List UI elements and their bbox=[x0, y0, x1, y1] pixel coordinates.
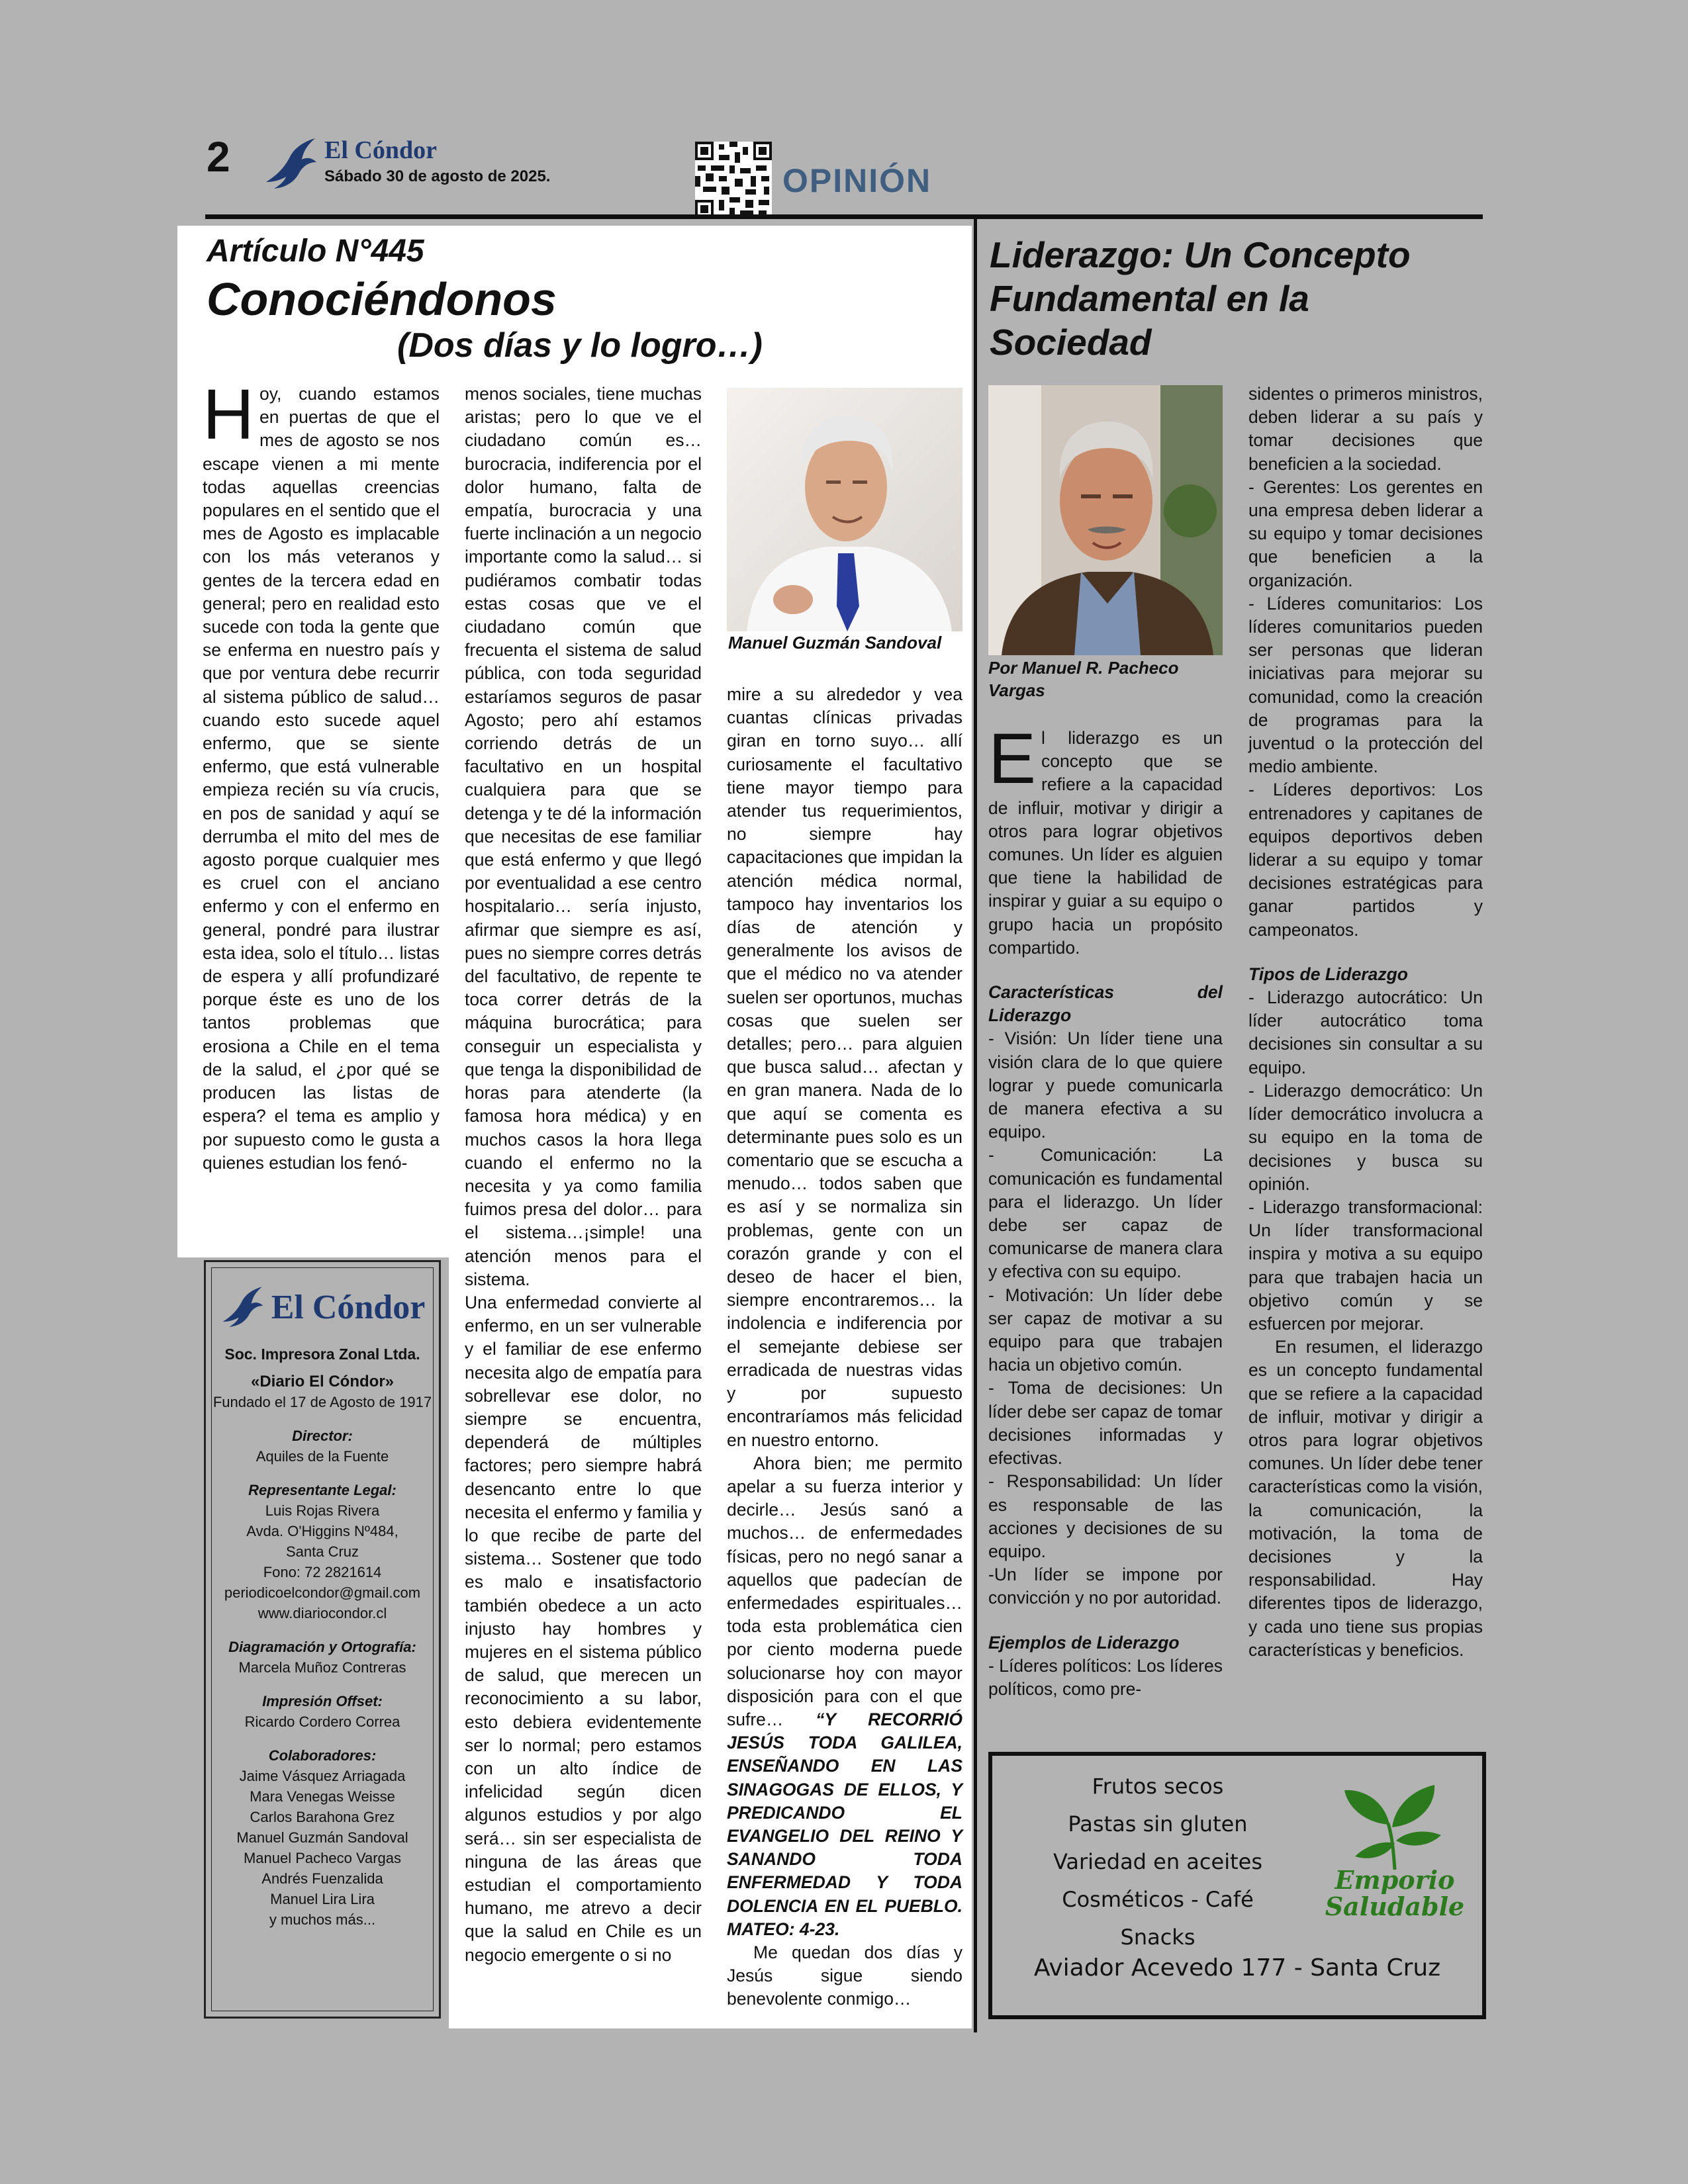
layout-label: Diagramación y Ortografía: bbox=[228, 1639, 416, 1655]
ad-address: Aviador Acevedo 177 - Santa Cruz bbox=[1033, 1954, 1441, 1981]
dropcap: H bbox=[203, 374, 254, 454]
article-title: Conociéndonos bbox=[207, 273, 557, 325]
credits-logo-name: El Cóndor bbox=[271, 1288, 426, 1326]
ad-line: Snacks bbox=[1120, 1925, 1196, 1950]
list-item: sidentes o primeros ministros, deben liderar a su país y tomar decisiones que beneficien a la sociedad. bbox=[1248, 384, 1483, 474]
collaborator: Manuel Lira Lira bbox=[270, 1891, 375, 1907]
paragraph: Ahora bien; me permito apelar a su fuerza interior y decirle… Jesús sanó a muchos… de enfermedades físicas, pero no negó sanar a aquellos que padecían de enfermedades espirituales… toda esta problemática cien por ciento moderna puede solucionarse hoy con mayor disposición para con el que sufre… bbox=[727, 1453, 962, 1729]
newspaper-name: «Diario El Cóndor» bbox=[250, 1373, 395, 1390]
layout-person: Marcela Muñoz Contreras bbox=[238, 1659, 406, 1676]
list-item: - Responsabilidad: Un líder es responsable de las acciones y decisiones de su equipo. bbox=[988, 1471, 1223, 1561]
masthead-credits-box bbox=[204, 1260, 441, 2019]
article2-byline: Por Manuel R. Pacheco Vargas bbox=[988, 658, 1179, 700]
collaborator: Manuel Pacheco Vargas bbox=[243, 1850, 402, 1866]
issue-date: Sábado 30 de agosto de 2025. bbox=[324, 167, 551, 185]
qr-code-icon[interactable] bbox=[695, 142, 772, 218]
list-item: - Gerentes: Los gerentes en una empresa deben liderar a su equipo y tomar decisiones que beneficien a la organización. bbox=[1248, 477, 1483, 590]
subheading: Tipos de Liderazgo bbox=[1248, 964, 1408, 984]
header-rule bbox=[205, 214, 1483, 219]
legal-rep-label: Representante Legal: bbox=[248, 1482, 397, 1498]
founded-date: Fundado el 17 de Agosto de 1917 bbox=[212, 1394, 432, 1410]
ad-brand-line: Emporio bbox=[1335, 1865, 1455, 1895]
collaborator: Mara Venegas Weisse bbox=[250, 1788, 395, 1805]
list-item: -Un líder se impone por convicción y no por autoridad. bbox=[988, 1565, 1223, 1608]
email-link[interactable]: periodicoelcondor@gmail.com bbox=[224, 1584, 421, 1601]
masthead-name: El Cóndor bbox=[324, 136, 437, 164]
legal-rep-line: Luis Rojas Rivera bbox=[265, 1502, 380, 1519]
bible-quote: “Y RECORRIÓ JESÚS TODA GALILEA, ENSEÑANDO EN LAS SINAGOGAS DE ELLOS, Y PREDICANDO EL EVANGELIO DEL REINO Y SANANDO TODA ENFERMEDAD Y TODA DOLENCIA EN EL PUEBLO. MATEO: 4-23. bbox=[727, 1709, 962, 1939]
article1-col1-text: oy, cuando estamos en puertas de que el mes de agosto se nos escape vienen a mi mente todas aquellas creencias populares en el sentido que el mes de Agosto es implacable con los más veteranos y gentes de la tercera edad en general; pero en realidad esto sucede con toda la gente que se enferma en nuestro país y que por ventura debe recurrir al sistema público de salud… cuando esto sucede aquel enfermo, que se siente enfermo, que está vulnerable empieza recién su vía crucis, en pos de sanidad y aquí se derrumba el mito del mes de agosto porque cualquier mes es cruel con el anciano enfermo y con el enfermo en general, pondré para ilustrar esta idea, solo el título… listas de espera y allí profundizaré porque éste es uno de los tantos problemas que erosiona a Chile en el tema de la salud, el ¿por qué se producen las listas de espera? el tema es amplio y por supuesto como le gusta a quienes estudian los fenó- bbox=[203, 384, 440, 1173]
list-item: - Visión: Un líder tiene una visión clara de lo que quiere lograr y puede comunicarla de manera efectiva a su equipo. bbox=[988, 1028, 1223, 1142]
list-item: - Líderes deportivos: Los entrenadores y capitanes de equipos deportivos deben liderar a su equipo y tomar decisiones estratégicas para ganar partidos y campeonatos. bbox=[1248, 780, 1483, 940]
phone-line: Fono: 72 2821614 bbox=[263, 1564, 382, 1580]
article2-column-1 bbox=[988, 718, 1223, 1701]
list-item: - Líderes políticos: Los líderes políticos, como pre- bbox=[988, 1655, 1223, 1699]
paragraph: En resumen, el liderazgo es un concepto fundamental que se refiere a la capacidad de influir, motivar y dirigir a otros para lograr objetivos comunes. Un líder debe tener características como la visión, la comunicación, la motivación, la toma de decisiones y la responsabilidad. Hay diferentes tipos de liderazgo, y cada uno tiene sus propias características y beneficios. bbox=[1248, 1337, 1483, 1660]
author-photo bbox=[988, 385, 1223, 655]
paragraph: Una enfermedad convierte al enfermo, en un ser vulnerable y el familiar de ese enfermo necesita algo de empatía para sobrellevar ese dolor, no siempre se encuentra, dependerá de múltiples factores; pero siempre habrá desencanto entre lo que necesita el enfermo y familia y lo que recibe de parte del sistema… Sostener que todo es malo e insatisfactorio también obedece a un acto injusto hay hombres y mujeres en el sistema público de salud, que merecen un reconocimiento a su labor, esto debiera evidentemente ser lo normal; pero estamos con un alto índice de infelicidad según dicen algunos estudios y por algo será… sin ser especialista de ninguna de las áreas que estudian el comportamiento humano, me atrevo a decir que la salud en Chile es un negocio emergente o si no bbox=[465, 1292, 702, 1965]
director-label: Director: bbox=[292, 1428, 353, 1444]
article-subtitle: (Dos días y lo logro…) bbox=[397, 326, 763, 365]
page-number: 2 bbox=[207, 133, 230, 181]
paragraph: mire a su alrededor y vea cuantas clínicas privadas giran en torno suyo… allí curiosamente el facultativo tiene mayor tiempo para atender tus requerimientos, no siempre hay capacitaciones que impidan la atención médica normal, tampoco hay inventarios los días de atención y generalmente los avisos de que el médico no va atender suelen ser oportunos, muchas cosas que suelen ser detalles; pero… para alguien que busca salud… afectan y en gran manera. Nada de lo que aquí se comenta es determinante pues solo es un comentario que se escucha a menudo… todos saben que es así y se normaliza sin problemas, gente con un corazón grande y con el deseo de hacer el bien, siempre encontraremos… la indolencia e indiferencia por el semejante debiese ser erradicada de nuestras vidas y por supuesto encontraríamos más felicidad en nuestro entorno. bbox=[727, 684, 962, 1450]
print-person: Ricardo Cordero Correa bbox=[244, 1713, 400, 1730]
condor-logo-icon bbox=[265, 136, 318, 192]
collaborator: Jaime Vásquez Arriagada bbox=[239, 1768, 406, 1784]
list-item: - Líderes comunitarios: Los líderes comunitarios pueden ser personas que lideran iniciativas para mejorar su comunidad, como la creación de programas para la juventud o la protección del medio ambiente. bbox=[1248, 593, 1483, 777]
advertisement-box[interactable] bbox=[988, 1752, 1486, 2019]
ad-line: Cosméticos - Café bbox=[1062, 1887, 1254, 1912]
director-name: Aquiles de la Fuente bbox=[256, 1448, 389, 1465]
article-number: Artículo N°445 bbox=[207, 234, 424, 269]
subheading: Características del Liderazgo bbox=[988, 982, 1223, 1026]
author-photo-caption: Manuel Guzmán Sandoval bbox=[728, 633, 942, 653]
ad-line: Frutos secos bbox=[1092, 1774, 1224, 1799]
collaborator: Carlos Barahona Grez bbox=[250, 1809, 395, 1825]
collaborator: y muchos más... bbox=[269, 1911, 376, 1928]
collaborators-label: Colaboradores: bbox=[268, 1747, 377, 1764]
ad-line: Pastas sin gluten bbox=[1068, 1811, 1248, 1837]
article1-column-1 bbox=[203, 374, 440, 1175]
collaborator: Manuel Guzmán Sandoval bbox=[236, 1829, 408, 1846]
print-label: Impresión Offset: bbox=[262, 1693, 383, 1709]
article2-title: Liderazgo: Un Concepto Fundamental en la Sociedad bbox=[990, 234, 1411, 363]
list-item: - Motivación: Un líder debe ser capaz de motivar a su equipo para que trabajen hacia un objetivo común. bbox=[988, 1285, 1223, 1375]
ad-brand-line: Saludable bbox=[1325, 1891, 1465, 1921]
list-item: - Liderazgo transformacional: Un líder transformacional inspira y motiva a su equipo para que trabajen hacia un objetivo común y se esfuercen por mejorar. bbox=[1248, 1197, 1483, 1334]
subheading: Ejemplos de Liderazgo bbox=[988, 1632, 1180, 1653]
company-name: Soc. Impresora Zonal Ltda. bbox=[224, 1345, 420, 1363]
condor-logo-icon bbox=[220, 1285, 266, 1330]
address-line: Santa Cruz bbox=[285, 1543, 359, 1560]
list-item: - Liderazgo autocrático: Un líder autocrático toma decisiones sin consultar a su equipo. bbox=[1248, 987, 1483, 1077]
paragraph: menos sociales, tiene muchas aristas; pero lo que ve el ciudadano común es… burocracia, indiferencia por el dolor humano, falta de empatía, burocracia y una fuerte inclinación a un negocio importante como la salud… si pudiéramos combatir todas estas cosas que ve el ciudadano común que frecuenta el sistema de salud pública, con toda seguridad estaríamos seguros de pasar Agosto; pero ahí estamos corriendo detrás de un facultativo en un hospital cualquiera para que se detenga y te dé la información que necesitas de ese familiar que está enfermo y que llegó por eventualidad a ese centro hospitalario… sería injusto, afirmar que siempre es así, pues no siempre corres detrás del facultativo, de repente te toca correr detrás de la máquina burocrática; para conseguir un especialista y que tenga la disponibilidad de horas para atenderte (la famosa hora médica) y en muchos casos la hora llega cuando el enfermo no la necesita y ya como familia fuimos presa del dolor… para el sistema…¡simple! una atención menos para el sistema. bbox=[465, 384, 702, 1289]
address-line: Avda. O'Higgins Nº484, bbox=[246, 1523, 399, 1539]
website-link[interactable]: www.diariocondor.cl bbox=[258, 1605, 387, 1621]
column-divider bbox=[974, 219, 977, 2032]
article2-intro: l liderazgo es un concepto que se refiere a la capacidad de influir, motivar y dirigir a otros para lograr objetivos comunes. Un líder es alguien que tiene la habilidad de inspirar y guiar a su equipo o grupo hacia un propósito compartido. bbox=[988, 728, 1223, 958]
list-item: - Toma de decisiones: Un líder debe ser capaz de tomar decisiones informadas y efectivas. bbox=[988, 1378, 1223, 1469]
collaborator: Andrés Fuenzalida bbox=[261, 1870, 383, 1887]
article1-column-3 bbox=[727, 683, 962, 2011]
paragraph: Me quedan dos días y Jesús sigue siendo benevolente conmigo… bbox=[727, 1942, 962, 2009]
article1-column-2 bbox=[465, 383, 702, 1967]
author-photo bbox=[727, 388, 962, 631]
list-item: - Comunicación: La comunicación es fundamental para el liderazgo. Un líder debe ser capaz de comunicarse de manera clara y efectiva con su equipo. bbox=[988, 1145, 1223, 1282]
section-label: OPINIÓN bbox=[782, 162, 932, 199]
article2-column-2 bbox=[1248, 383, 1483, 1662]
ad-line: Variedad en aceites bbox=[1053, 1849, 1262, 1874]
list-item: - Liderazgo democrático: Un líder democrático involucra a su equipo en la toma de decisiones y busca su opinión. bbox=[1248, 1080, 1483, 1194]
dropcap: E bbox=[988, 718, 1037, 798]
leaf-logo-icon bbox=[1329, 1777, 1461, 1870]
